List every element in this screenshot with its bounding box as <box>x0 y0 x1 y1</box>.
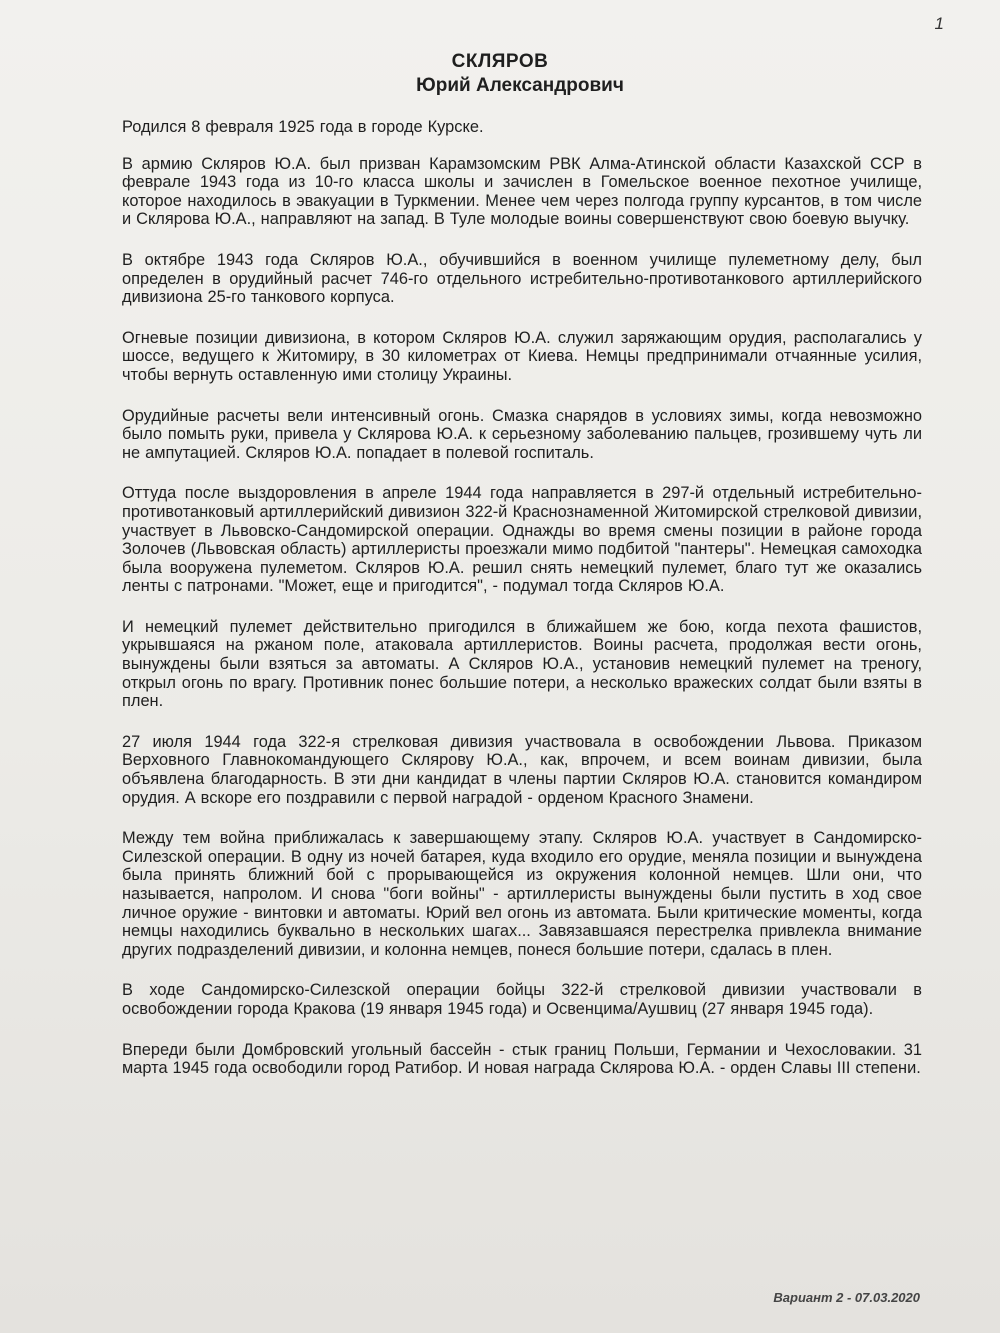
paragraph-positions: Огневые позиции дивизиона, в котором Скляров Ю.А. служил заряжающим орудия, располагались у шоссе, ведущего к Житомиру, в 30 километрах от Киева. Немцы предпринимали отчаянные усилия, чтобы вернуть оставленную ими столицу Украины. <box>122 328 922 384</box>
page-number: 1 <box>934 14 944 33</box>
paragraph-lvov-liberation: 27 июля 1944 года 322-я стрелковая дивизия участвовала в освобождении Львова. Приказом Верховного Главнокомандующего Склярову Ю.А., как, впрочем, и всем воинам дивизии, была объявлена благодарность. В эти дни кандидат в члены партии Скляров Ю.А. становится командиром орудия. А вскоре его поздравили с первой наградой - орденом Красного Знамени. <box>122 732 922 807</box>
paragraph-assignment: В октябре 1943 года Скляров Ю.А., обучившийся в военном училище пулеметному делу, был определен в орудийный расчет 746-го отдельного истребительно-противотанкового артиллерийского дивизиона 25-го танкового корпуса. <box>122 250 922 307</box>
version-footer: Вариант 2 - 07.03.2020 <box>773 1290 920 1305</box>
person-surname: СКЛЯРОВ <box>451 51 549 72</box>
person-given-names: Юрий Александрович <box>416 75 624 96</box>
paragraph-lvov-operation: Оттуда после выздоровления в апреле 1944 года направляется в 297-й отдельный истребительно-противотанковый артиллерийский дивизион 322-й Краснознаменной Житомирской стрелковой дивизии, участвует в Львовско-Сандомирской операции. Однажды во время смены позиции в районе города Золочев (Львовская область) артиллеристы проезжали мимо подбитой "пантеры". Немецкая самоходка была вооружена пулеметом. Скляров Ю.А. решил снять немецкий пулемет, благо тут же оказались ленты с патронами. "Может, еще и пригодится", - подумал тогда Скляров Ю.А. <box>122 484 922 596</box>
biography-text <box>122 118 922 1100</box>
paragraph-injury: Орудийные расчеты вели интенсивный огонь. Смазка снарядов в условиях зимы, когда невозможно было помыть руки, привела у Склярова Ю.А. к серьезному заболеванию пальцев, грозившему чуть ли не ампутацией. Скляров Ю.А. попадает в полевой госпиталь. <box>122 406 922 462</box>
paragraph-silesian-operation: Между тем война приближалась к завершающему этапу. Скляров Ю.А. участвует в Сандомирско-Силезской операции. В одну из ночей батарея, куда входило его орудие, меняла позиции и вынуждена была принять ближний бой с прорывающейся из окружения колонной немцев. Шли они, что называется, напролом. И снова "боги войны" - артиллеристы вынуждены были пустить в ход свое личное оружие - винтовки и автоматы. Юрий вел огонь из автомата. Были критические моменты, когда немцы находились буквально в нескольких шагах... Завязавшаяся перестрелка привлекла внимание других подразделений дивизии, и колонна немцев, понеся большие потери, сдалась в плен. <box>122 829 922 959</box>
paragraph-krakow: В ходе Сандомирско-Силезской операции бойцы 322-й стрелковой дивизии участвовали в освобождении города Кракова (19 января 1945 года) и Освенцима/Аушвиц (27 января 1945 года). <box>122 981 922 1018</box>
paragraph-ratibor: Впереди были Домбровский угольный бассейн - стык границ Польши, Германии и Чехословакии. 31 марта 1945 года освободили город Ратибор. И новая награда Склярова Ю.А. - орден Славы III степени. <box>122 1040 922 1078</box>
paragraph-conscription: В армию Скляров Ю.А. был призван Карамзомским РВК Алма-Атинской области Казахской ССР в феврале 1943 года из 10-го класса школы и зачислен в Гомельское военное пехотное училище, которое находилось в эвакуации в Туркмении. Менее чем через полгода группу курсантов, в том числе и Склярова Ю.А., направляют на запад. В Туле молодые воины совершенствуют свою боевую выучку. <box>122 154 922 229</box>
paragraph-birth: Родился 8 февраля 1925 года в городе Курске. <box>122 118 484 136</box>
document-header <box>0 50 1000 98</box>
paragraph-machine-gun: И немецкий пулемет действительно пригодился в ближайшем же бою, когда пехота фашистов, укрывшаяся на ржаном поле, атаковала артиллеристов. Воины расчета, продолжая вести огонь, вынуждены были взяться за автоматы. А Скляров Ю.А., установив немецкий пулемет на треногу, открыл огонь по врагу. Противник понес большие потери, а несколько вражеских солдат были взяты в плен. <box>122 617 922 711</box>
